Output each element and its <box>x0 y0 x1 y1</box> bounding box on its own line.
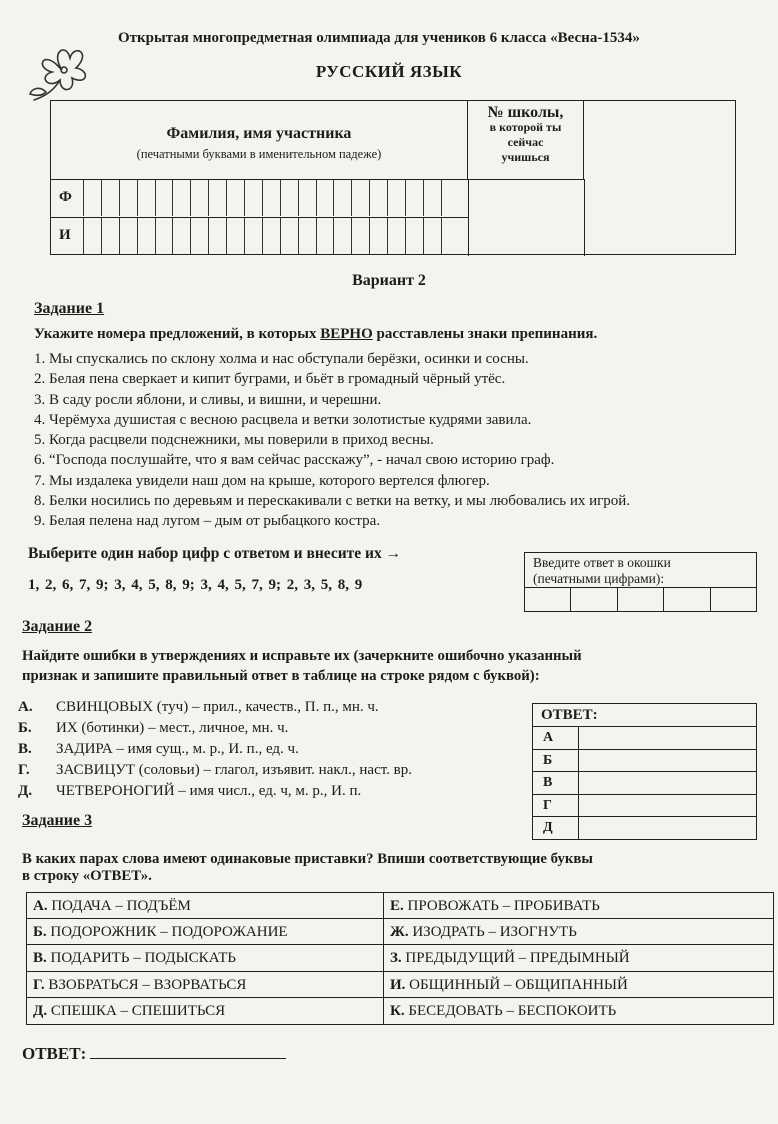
sentence: 6. “Господа послушайте, что я вам сейчас расскажу”, - начал свою историю граф. <box>34 452 555 469</box>
task3-pairs-table <box>26 892 774 1025</box>
name-header-cell <box>51 101 468 179</box>
sentence: 9. Белая пелена над лугом – дым от рыбацкого костра. <box>34 513 381 530</box>
answer-row[interactable]: В <box>533 772 756 795</box>
answer-row[interactable]: А <box>533 727 756 750</box>
statement: А. СВИНЦОВЫХ (туч) – прил., качеств., П. п., мн. ч. <box>18 699 379 715</box>
school-header-line2: в которой ты <box>489 120 562 134</box>
surname-input-cells[interactable] <box>83 180 459 216</box>
sentence: 5. Когда расцвели подснежники, мы поверили в приход весны. <box>34 432 434 449</box>
task3-answer-input[interactable] <box>90 1044 286 1059</box>
task2-instruction-line2: признак и запишите правильный ответ в таблице на строке рядом с буквой): <box>22 668 540 684</box>
task1-sentences <box>34 349 630 532</box>
statement: Б. ИХ (ботинки) – мест., личное, мн. ч. <box>18 720 289 736</box>
task2-statements <box>18 697 412 802</box>
answer-row[interactable]: Б <box>533 750 756 773</box>
sentence: 2. Белая пена сверкает и кипит буграми, и бьёт в громадный чёрный утёс. <box>34 371 506 388</box>
pair-cell: Д. СПЕШКА – СПЕШИТЬСЯ <box>27 998 384 1024</box>
school-header-line4: учишься <box>501 150 550 164</box>
answer-cell[interactable] <box>664 588 710 611</box>
pair-cell: З. ПРЕДЫДУЩИЙ – ПРЕДЫМНЫЙ <box>384 945 773 971</box>
pair-cell: В. ПОДАРИТЬ – ПОДЫСКАТЬ <box>27 945 384 971</box>
task1-answer-box <box>524 552 757 612</box>
task1-answer-hint: Введите ответ в окошки (печатными цифрами): <box>533 555 671 586</box>
participant-table <box>50 100 736 255</box>
sentence: 8. Белки носились по деревьям и перескакивали с ветки на ветку, и мы любовались их игрой. <box>34 493 631 510</box>
answer-cell[interactable] <box>571 588 617 611</box>
task1-answer-cells[interactable] <box>525 587 756 611</box>
answer-cell[interactable] <box>618 588 664 611</box>
statement: Д. ЧЕТВЕРОНОГИЙ – имя числ., ед. ч, м. р., И. п. <box>18 783 362 799</box>
firstname-label: И <box>59 227 71 243</box>
task3-answer-line <box>22 1044 286 1064</box>
sentence: 3. В саду росли яблони, и сливы, и вишни, и черешни. <box>34 391 382 408</box>
pair-cell: Е. ПРОВОЖАТЬ – ПРОБИВАТЬ <box>384 893 773 919</box>
task1-title: Задание 1 <box>34 300 105 317</box>
task2-answer-header: ОТВЕТ: <box>533 704 756 727</box>
column-divider <box>584 179 585 256</box>
firstname-input-cells[interactable] <box>83 218 459 254</box>
pair-cell: Б. ПОДОРОЖНИК – ПОДОРОЖАНИЕ <box>27 919 384 945</box>
surname-label: Ф <box>59 189 72 205</box>
sentence: 7. Мы издалека увидели наш дом на крыше, которого вертелся флюгер. <box>34 472 490 489</box>
task3-answer-label: ОТВЕТ: <box>22 1044 87 1063</box>
variant-title: Вариант 2 <box>352 272 426 289</box>
task2-title: Задание 2 <box>22 618 93 635</box>
answer-row[interactable]: Д <box>533 817 756 839</box>
name-header: Фамилия, имя участника <box>166 125 352 142</box>
pair-cell: Ж. ИЗОДРАТЬ – ИЗОГНУТЬ <box>384 919 773 945</box>
task3-instruction-line1: В каких парах слова имеют одинаковые приставки? Впиши соответствующие буквы <box>22 851 593 867</box>
answer-cell[interactable] <box>525 588 571 611</box>
sentence: 1. Мы спускались по склону холма и нас обступали берёзки, осинки и сосны. <box>34 351 529 367</box>
task1-options: 1, 2, 6, 7, 9; 3, 4, 5, 8, 9; 3, 4, 5, 7, 9; 2, 3, 5, 8, 9 <box>28 577 363 593</box>
school-header-line3: сейчас <box>507 135 544 149</box>
task3-instruction-line2: в строку «ОТВЕТ». <box>22 868 152 884</box>
sentence: 4. Черёмуха душистая с весною расцвела и ветки золотистые кудрями завила. <box>34 411 532 428</box>
pair-cell: А. ПОДАЧА – ПОДЪЁМ <box>27 893 384 919</box>
task2-answer-table <box>532 703 757 840</box>
column-divider <box>468 179 469 256</box>
pair-cell: Г. ВЗОБРАТЬСЯ – ВЗОРВАТЬСЯ <box>27 972 384 998</box>
subject-title: РУССКИЙ ЯЗЫК <box>315 62 463 81</box>
school-header-line1: № школы, <box>487 104 564 121</box>
task1-instruction: Укажите номера предложений, в которых ВЕРНО расставлены знаки препинания. <box>34 326 598 342</box>
olympiad-title: Открытая многопредметная олимпиада для учеников 6 класса «Весна-1534» <box>118 30 640 46</box>
answer-cell[interactable] <box>711 588 756 611</box>
school-header-cell <box>468 101 584 179</box>
statement: Г. ЗАСВИЦУТ (соловьи) – глагол, изъявит. накл., наст. вр. <box>18 762 412 778</box>
statement: В. ЗАДИРА – имя сущ., м. р., И. п., ед. ч. <box>18 741 299 757</box>
task2-instruction-line1: Найдите ошибки в утверждениях и исправьте их (зачеркните ошибочно указанный <box>22 648 582 664</box>
answer-row[interactable]: Г <box>533 795 756 818</box>
task1-choose-prompt: Выберите один набор цифр с ответом и внесите их → <box>28 545 402 562</box>
pair-cell: К. БЕСЕДОВАТЬ – БЕСПОКОИТЬ <box>390 1002 617 1019</box>
name-hint: (печатными буквами в именительном падеже) <box>136 147 382 161</box>
task3-title: Задание 3 <box>22 812 93 829</box>
pair-cell: И. ОБЩИННЫЙ – ОБЩИПАННЫЙ <box>384 972 773 998</box>
